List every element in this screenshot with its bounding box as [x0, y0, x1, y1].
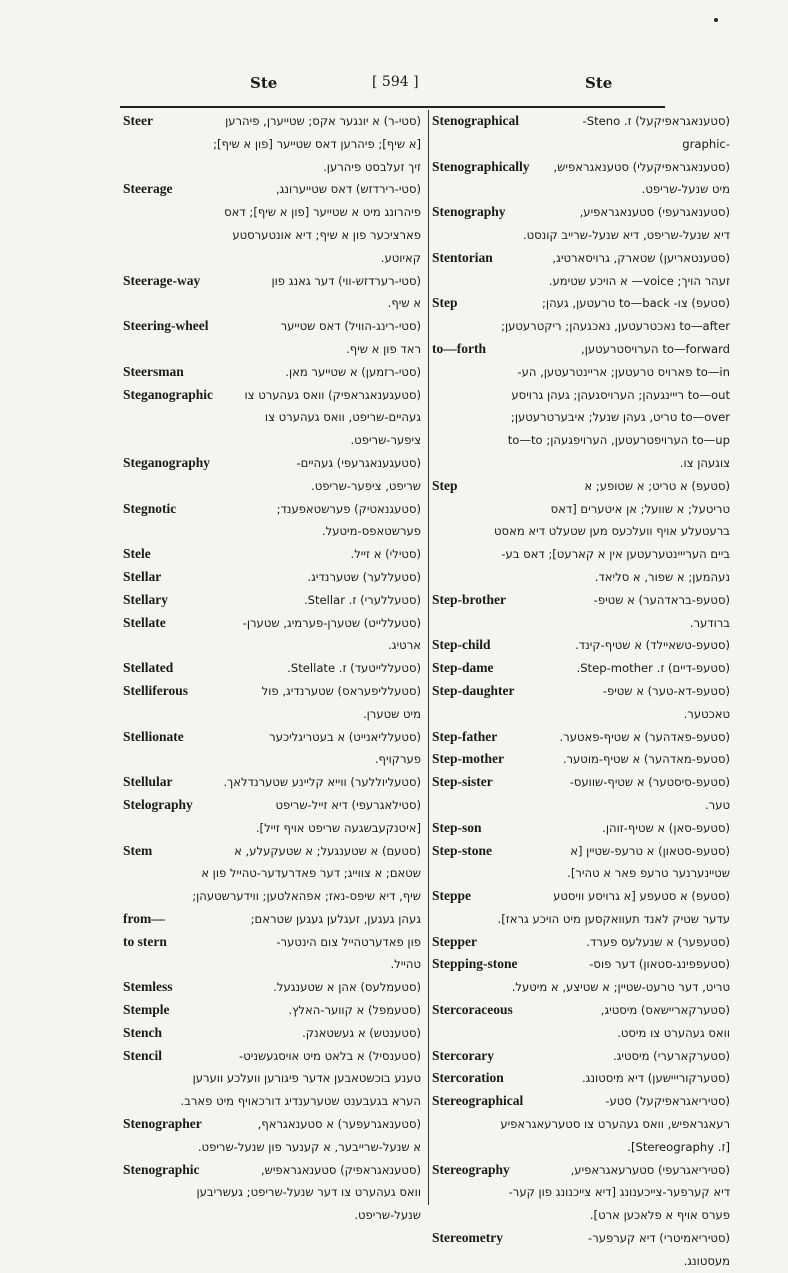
- yiddish-gloss: ראד פון א שיף.: [346, 341, 421, 356]
- dictionary-line: [123, 133, 421, 156]
- dictionary-line: [123, 1022, 421, 1045]
- yiddish-gloss: פון פאדערטהייל צום הינטער-: [276, 934, 421, 949]
- yiddish-gloss: געהן געגען, זעגלען געגען שטראם;: [250, 911, 421, 926]
- yiddish-gloss: פערס אויף א פלאכען ארט].: [589, 1208, 730, 1223]
- dictionary-line: [123, 657, 421, 680]
- headword: Steering-wheel: [123, 318, 209, 334]
- headword: Stemless: [123, 979, 173, 995]
- dictionary-line: [123, 1181, 421, 1204]
- headword: Steersman: [123, 363, 184, 379]
- dictionary-line: [432, 885, 730, 908]
- headword: Steganographic: [123, 386, 214, 402]
- yiddish-gloss: א שיף.: [387, 296, 421, 311]
- headword: Stellary: [123, 591, 168, 607]
- dictionary-line: [123, 156, 421, 179]
- dictionary-line: [123, 1045, 421, 1068]
- headword: Steer: [123, 113, 153, 128]
- dictionary-line: [432, 452, 730, 475]
- dictionary-line: [432, 429, 730, 452]
- yiddish-gloss: (סטעגנאטיק) פערשטאפענד;: [276, 501, 421, 516]
- headword: Step-son: [432, 819, 482, 835]
- headword: to stern: [123, 933, 167, 949]
- dictionary-line: [123, 475, 421, 498]
- dictionary-line: [123, 1067, 421, 1090]
- yiddish-gloss: דיא קערפער-צייכענונג [דיא צייכנונג פון קער-: [508, 1185, 730, 1200]
- yiddish-gloss: טענע בוכשטאבען אדער פיגורען וועלכע ווערען: [192, 1071, 421, 1086]
- yiddish-gloss: (סטעפ) צו- to—back טרעטען, געהן;: [542, 296, 730, 311]
- yiddish-gloss: שנעל-שריפט.: [354, 1208, 421, 1223]
- headword: Step-brother: [432, 591, 506, 607]
- dictionary-line: [432, 361, 730, 384]
- headword: Step-mother: [432, 751, 504, 767]
- yiddish-gloss: (סטעללערי) ז. Stellar.: [303, 592, 421, 607]
- dictionary-line: [432, 999, 730, 1022]
- yiddish-gloss: (סטענאגרעפי) סטענאגראפיע,: [579, 205, 730, 220]
- dictionary-line: [123, 794, 421, 817]
- yiddish-gloss: עדער שטיק לאנד תעוואקסען מיט הויכע גראז].: [497, 911, 730, 926]
- headword: Stencil: [123, 1047, 162, 1063]
- header-rule: [120, 106, 665, 108]
- dictionary-line: [123, 885, 421, 908]
- yiddish-gloss: [ז. Stereography].: [627, 1139, 730, 1154]
- headword: Stenographical: [432, 113, 520, 128]
- dictionary-line: [123, 315, 421, 338]
- yiddish-gloss: שטיינערנער טרעפ פאר א טהיר].: [567, 866, 730, 881]
- dictionary-line: [123, 270, 421, 293]
- yiddish-gloss: (סטענאגראפיקעלי) סטענאגראפיש,: [553, 159, 730, 174]
- dictionary-line: [123, 840, 421, 863]
- dictionary-line: [123, 247, 421, 270]
- yiddish-gloss: קאיוטע.: [380, 250, 421, 265]
- headword: Stercoration: [432, 1070, 504, 1086]
- headword: Steerage-way: [123, 272, 201, 288]
- yiddish-gloss: טאכטער.: [683, 706, 730, 721]
- dictionary-line: [432, 1181, 730, 1204]
- yiddish-gloss: נעהמען; א שפור, א סליאד.: [594, 569, 730, 584]
- dictionary-line: [123, 726, 421, 749]
- yiddish-gloss: (סטי-רזמען) א שטייער מאן.: [285, 364, 421, 379]
- yiddish-gloss: (סטענאגראפיקעל) ז. Steno-: [582, 114, 730, 128]
- headword: Step: [432, 477, 458, 493]
- yiddish-gloss: הערא בגעבענט שטערענדיג דורכאויף מיט פארב.: [180, 1094, 421, 1109]
- dictionary-line: [123, 338, 421, 361]
- dictionary-line: [432, 110, 730, 133]
- dictionary-line: [432, 680, 730, 703]
- yiddish-gloss: to—forward הערויסטרעטען,: [581, 341, 730, 356]
- dictionary-line: [432, 498, 730, 521]
- yiddish-gloss: וואס געהערט צו דער שנעל-שריפט; געשריבען: [196, 1185, 421, 1200]
- headword: Stenographically: [432, 158, 530, 174]
- headword: to—forth: [432, 340, 486, 356]
- yiddish-gloss: פערשטאפס-מיטעל.: [322, 524, 421, 539]
- dictionary-line: [432, 817, 730, 840]
- headword: from—: [123, 910, 165, 926]
- yiddish-gloss: (סטעלליאנייט) א בעטריגליכער: [269, 729, 421, 744]
- right-column: [432, 110, 730, 1273]
- yiddish-gloss: (סטיריאמיטרי) דיא קערפער-: [588, 1231, 730, 1246]
- headword: Stegnotic: [123, 500, 177, 516]
- yiddish-gloss: to—out רייינגעהן; הערויסגעהן; געהן גרויסע: [511, 387, 730, 402]
- dictionary-line: [123, 817, 421, 840]
- headword: Stepper: [432, 933, 477, 949]
- headword: Stellate: [123, 614, 166, 630]
- headword: Step-stone: [432, 842, 492, 858]
- headword: Stereography: [432, 1161, 510, 1177]
- dictionary-line: [432, 133, 730, 156]
- dictionary-line: [432, 1113, 730, 1136]
- yiddish-gloss: (סטערקורייישען) דיא מיסטונג.: [581, 1071, 730, 1086]
- yiddish-gloss: געהיים-שריפט, וואס געהערט צו: [264, 410, 421, 425]
- dictionary-line: [432, 1204, 730, 1227]
- dictionary-line: [123, 771, 421, 794]
- yiddish-gloss: זיך זעלבסט פיהרען.: [323, 159, 421, 174]
- dictionary-line: [432, 1159, 730, 1182]
- dictionary-line: [432, 1136, 730, 1159]
- dictionary-line: [123, 976, 421, 999]
- headword: Stele: [123, 546, 151, 562]
- headword: Step-sister: [432, 774, 493, 790]
- yiddish-gloss: ברעטעלע אויף וועלכעס מען שטעלט דיא מאסט: [494, 524, 730, 539]
- column-divider: [428, 110, 429, 1205]
- yiddish-gloss: (סטי-רירדזש) דאס שטייערונג,: [275, 182, 421, 197]
- headword: Steppe: [432, 888, 472, 904]
- yiddish-gloss: (סטערקארערי) מיסטיג.: [612, 1048, 730, 1063]
- headword: Stellionate: [123, 728, 184, 744]
- yiddish-gloss: שיף, דיא שיפס-נאז; אפהאלטען; ווידערשטעהן;: [192, 889, 421, 904]
- dictionary-line: [123, 178, 421, 201]
- dictionary-line: [123, 498, 421, 521]
- dictionary-line: [123, 680, 421, 703]
- dictionary-line: [123, 292, 421, 315]
- headword: Stentorian: [432, 249, 493, 265]
- dictionary-line: [432, 703, 730, 726]
- headword: Stepping-stone: [432, 956, 518, 972]
- dictionary-line: [123, 1113, 421, 1136]
- yiddish-gloss: מעסטונג.: [683, 1253, 730, 1268]
- headword: Stereometry: [432, 1230, 503, 1246]
- dictionary-line: [123, 201, 421, 224]
- dictionary-line: [123, 384, 421, 407]
- yiddish-gloss: (סטעפ-פאדהער) א שטיף-פאטער.: [559, 729, 730, 744]
- headword: Steganography: [123, 454, 211, 470]
- yiddish-gloss: (סטעמפל) א קווער-האלץ.: [288, 1003, 421, 1018]
- yiddish-gloss: פארציכער פון א שיף; דיא אונטערסטע: [232, 227, 421, 242]
- yiddish-gloss: (סטעגענאגראפיק) וואס געהערט צו: [244, 387, 421, 402]
- dictionary-line: [432, 657, 730, 680]
- yiddish-gloss: (סטענאגראפיק) סטענאגראפיש,: [260, 1162, 421, 1177]
- dictionary-line: [432, 224, 730, 247]
- yiddish-gloss: רעאגראפיש, וואס געהערט צו סטערעאגראפיע: [500, 1117, 730, 1132]
- yiddish-gloss: וואס געהערט צו מיסט.: [617, 1025, 730, 1040]
- page-header: [0, 74, 788, 100]
- dictionary-line: [432, 520, 730, 543]
- headword: Step-dame: [432, 660, 494, 676]
- dictionary-line: [432, 976, 730, 999]
- headword: Step-father: [432, 728, 498, 744]
- yiddish-gloss: ברודער.: [689, 615, 730, 630]
- dictionary-line: [432, 338, 730, 361]
- yiddish-gloss: (סטילאגרעפי) דיא זייל-שריפט: [275, 797, 421, 812]
- yiddish-gloss: (סטיריאגרעפי) סטערעאגראפיע,: [570, 1162, 730, 1177]
- dictionary-line: [123, 634, 421, 657]
- dictionary-line: [432, 634, 730, 657]
- headword: Stercorary: [432, 1047, 494, 1063]
- headword: Stenographic: [123, 1161, 200, 1177]
- yiddish-gloss: to—over טריט, געהן שנעל; איבערטרעטען;: [510, 410, 730, 425]
- header-guide-word-right: Ste: [585, 74, 613, 92]
- dictionary-line: [432, 1227, 730, 1250]
- dictionary-line: [432, 612, 730, 635]
- yiddish-gloss: (סטעפ-סאן) א שטיף-זוהן.: [602, 820, 730, 835]
- yiddish-gloss: זעהר הויך; voice— א הויכע שטימע.: [548, 273, 730, 288]
- yiddish-gloss: (סטעפ-בראדהער) א שטיפ-: [593, 592, 730, 607]
- headword: Step-daughter: [432, 682, 515, 698]
- dictionary-line: [432, 794, 730, 817]
- yiddish-gloss: (סטערקאריישאס) מיסטיג,: [600, 1003, 730, 1018]
- dictionary-line: [432, 475, 730, 498]
- yiddish-gloss: (סטעפ-סיסטער) א שטיף-שוועס-: [569, 775, 730, 790]
- dictionary-line: [123, 520, 421, 543]
- headword: Stellar: [123, 568, 162, 584]
- yiddish-gloss: פערקויף.: [374, 752, 421, 767]
- yiddish-gloss: (סטעפער) א שנעלעס פערד.: [586, 934, 730, 949]
- yiddish-gloss: מיט שנעל-שריפט.: [641, 182, 730, 197]
- headword: Step: [432, 295, 458, 311]
- dictionary-line: [432, 384, 730, 407]
- yiddish-gloss: (סטעפ) א סטעפע [א גרויסע וויסטע: [553, 889, 730, 904]
- yiddish-gloss: (סטעפ-טשאיילד) א שטיף-קינד.: [575, 638, 730, 653]
- yiddish-gloss: טריט, דער טרעט-שטיין; א שטיצע, א מיטעל.: [511, 980, 730, 995]
- yiddish-gloss: (סטעללייטעד) ז. Stellate.: [287, 661, 421, 676]
- dictionary-line: [432, 315, 730, 338]
- dictionary-line: [123, 748, 421, 771]
- yiddish-gloss: (סטי-רערדזש-ווי) דער גאנג פון: [271, 273, 421, 288]
- dictionary-line: [432, 178, 730, 201]
- dictionary-line: [432, 156, 730, 179]
- dictionary-line: [432, 931, 730, 954]
- dictionary-line: [123, 110, 421, 133]
- dictionary-line: [123, 612, 421, 635]
- yiddish-gloss: (סטעללער) שטערנדיג.: [307, 569, 421, 584]
- dictionary-line: [123, 566, 421, 589]
- yiddish-gloss: ביים הערייינטערעטען אין א קארעט]; דאס בע-: [501, 547, 730, 562]
- dictionary-line: [123, 1204, 421, 1227]
- headword: Stellated: [123, 660, 174, 676]
- yiddish-gloss: (סטעם) א שטענגעל; א שטעקעלע, א: [234, 843, 421, 858]
- yiddish-gloss: (סטעפ-דיים) ז. Step-mother.: [576, 661, 730, 676]
- dictionary-line: [123, 999, 421, 1022]
- dictionary-line: [432, 270, 730, 293]
- headword: Stemple: [123, 1002, 170, 1018]
- dictionary-line: [123, 1090, 421, 1113]
- dictionary-line: [432, 726, 730, 749]
- yiddish-gloss: to—after נאכטרעטען, נאכגעהן; ריקטרעטען;: [501, 319, 730, 334]
- headword: Step-child: [432, 637, 491, 653]
- headword: Stenographer: [123, 1116, 202, 1132]
- yiddish-gloss: א שנעל-שרייבער, א קענער פון שנעל-שריפט.: [197, 1139, 421, 1154]
- dictionary-line: [432, 1022, 730, 1045]
- yiddish-gloss: [איטנקעבשגעה שריפט אויף זייל].: [255, 820, 421, 835]
- yiddish-gloss: מיט שטערן.: [362, 706, 421, 721]
- dictionary-line: [123, 361, 421, 384]
- yiddish-gloss: (סטעללייט) שטערן-פערמיג, שטערן-: [242, 615, 421, 630]
- page-number: [ 594 ]: [372, 74, 419, 90]
- yiddish-gloss: [א שיף]; פיהרען דאס שטייער [פון א שיף];: [213, 136, 421, 151]
- yiddish-gloss: -graphic: [682, 136, 730, 151]
- yiddish-gloss: (סטי-ר) א יונגער אקס; שטייערן, פיהרען: [225, 114, 421, 128]
- dictionary-line: [432, 201, 730, 224]
- dictionary-line: [123, 429, 421, 452]
- headword: Stelliferous: [123, 682, 188, 698]
- dictionary-line: [432, 908, 730, 931]
- print-speck: [714, 18, 718, 22]
- dictionary-line: [123, 589, 421, 612]
- yiddish-gloss: (סטעפפינג-סטאון) דער פוס-: [589, 957, 730, 972]
- yiddish-gloss: (סטיריאגראפיקעל) סטע-: [605, 1094, 730, 1109]
- dictionary-line: [432, 1067, 730, 1090]
- yiddish-gloss: שריפט, ציפער-שריפט.: [311, 478, 421, 493]
- dictionary-line: [432, 771, 730, 794]
- yiddish-gloss: צוגעהן צו.: [679, 455, 730, 470]
- dictionary-line: [432, 748, 730, 771]
- dictionary-line: [123, 953, 421, 976]
- yiddish-gloss: ארטיג.: [388, 638, 421, 653]
- dictionary-line: [123, 862, 421, 885]
- dictionary-line: [432, 566, 730, 589]
- dictionary-line: [432, 1090, 730, 1113]
- headword: Stenography: [432, 204, 506, 220]
- header-guide-word-left: Ste: [250, 74, 278, 92]
- dictionary-line: [123, 908, 421, 931]
- yiddish-gloss: (סטענטאריען) שטארק, גרויסארטיג,: [552, 250, 730, 265]
- yiddish-gloss: פיהרונג מיט א שטייער [פון א שיף]; דאס: [224, 205, 421, 220]
- dictionary-line: [123, 224, 421, 247]
- yiddish-gloss: (סטענסיל) א בלאט מיט אויסגעשניט-: [239, 1048, 421, 1063]
- yiddish-gloss: (סטענטש) א געשטאנק.: [302, 1025, 421, 1040]
- yiddish-gloss: (סטעפ-מאדהער) א שטיף-מוטער.: [562, 752, 730, 767]
- headword: Steerage: [123, 181, 173, 197]
- dictionary-line: [123, 1136, 421, 1159]
- headword: Stem: [123, 842, 153, 858]
- dictionary-line: [123, 406, 421, 429]
- dictionary-line: [123, 1159, 421, 1182]
- yiddish-gloss: to—up הערויפטרעטען, הערויפגעהן; to—to: [507, 433, 730, 448]
- yiddish-gloss: ציפער-שריפט.: [350, 433, 421, 448]
- dictionary-line: [123, 931, 421, 954]
- yiddish-gloss: (סטעפ-סטאון) א טרעפ-שטיין [א: [570, 843, 730, 858]
- yiddish-gloss: (סטעמלעס) אהן א שטענגעל.: [273, 980, 421, 995]
- yiddish-gloss: (סטעליוללער) ווייא קליינע שטערנדלאך.: [223, 775, 421, 790]
- yiddish-gloss: טהייל.: [390, 957, 421, 972]
- dictionary-line: [432, 1250, 730, 1273]
- left-column: [123, 110, 421, 1227]
- dictionary-line: [432, 862, 730, 885]
- headword: Stereographical: [432, 1093, 524, 1109]
- dictionary-line: [432, 1045, 730, 1068]
- yiddish-gloss: (סטעגענאגרעפי) געהיים-: [296, 455, 421, 470]
- yiddish-gloss: to—in פארויס טרעטען; אריינטרעטען, הע-: [517, 364, 730, 379]
- dictionary-line: [123, 543, 421, 566]
- headword: Stelography: [123, 796, 193, 812]
- dictionary-line: [432, 953, 730, 976]
- headword: Stercoraceous: [432, 1002, 513, 1018]
- yiddish-gloss: (סטילי) א זייל.: [350, 547, 421, 562]
- yiddish-gloss: (סטי-רינג-הוויל) דאס שטייער: [280, 319, 421, 334]
- dictionary-line: [432, 247, 730, 270]
- dictionary-line: [432, 292, 730, 315]
- yiddish-gloss: טער.: [704, 797, 730, 812]
- yiddish-gloss: (סטעפ-דא-טער) א שטיפ-: [602, 683, 730, 698]
- dictionary-line: [432, 406, 730, 429]
- yiddish-gloss: (סטעפ) א טריט; א שטופע; א: [584, 478, 730, 493]
- dictionary-line: [432, 840, 730, 863]
- headword: Stench: [123, 1024, 163, 1040]
- yiddish-gloss: דיא שנעל-שריפט, דיא שנעל-שרייב קונסט.: [522, 227, 730, 242]
- dictionary-line: [432, 589, 730, 612]
- dictionary-line: [432, 543, 730, 566]
- yiddish-gloss: (סטענאגרעפער) א סטענאגראף,: [257, 1117, 421, 1132]
- dictionary-line: [123, 452, 421, 475]
- headword: Stellular: [123, 774, 173, 790]
- dictionary-line: [123, 703, 421, 726]
- yiddish-gloss: טריטעל; א שוועל; אן איטערים [דאס: [550, 501, 730, 516]
- yiddish-gloss: שטאם; א צווייג; דער פאדרעדער-טהייל פון א: [201, 866, 421, 881]
- yiddish-gloss: (סטעלליפעראס) שטערנדיג, פול: [261, 683, 421, 698]
